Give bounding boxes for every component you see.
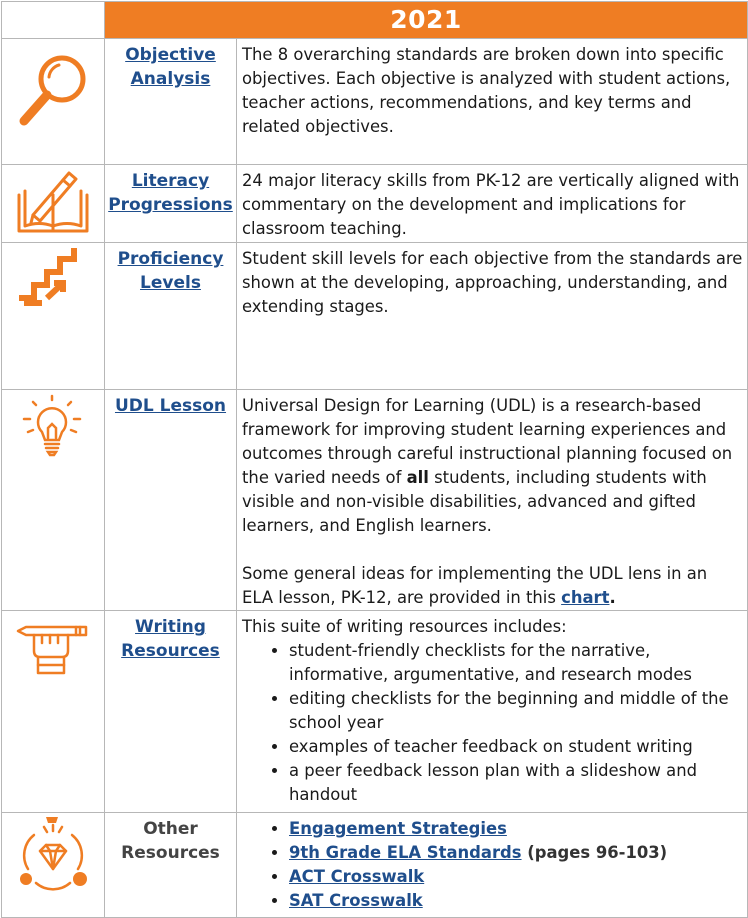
writing-resources-list — [242, 639, 743, 807]
stairs-arrow-icon — [2, 243, 105, 390]
list-item: • student-friendly checklists for the narrative, informative, argumentative, and research modes — [289, 639, 743, 687]
header-row — [2, 2, 748, 39]
literacy-progressions-name-cell — [105, 165, 237, 243]
lightbulb-icon — [2, 390, 105, 611]
pages-note: (pages 96-103) — [521, 843, 668, 862]
literacy-progressions-description: 24 major literacy skills from PK-12 are vertically aligned with commentary on the development and implications for classroom teaching. — [237, 165, 748, 243]
list-item: • a peer feedback lesson plan with a slideshow and handout — [289, 759, 743, 807]
sat-crosswalk-link[interactable]: SAT Crosswalk — [289, 891, 423, 910]
udl-chart-link[interactable]: chart — [561, 588, 610, 607]
list-item: • editing checklists for the beginning and middle of the school year — [289, 687, 743, 735]
resources-table — [1, 1, 748, 918]
row-literacy-progressions — [2, 165, 748, 243]
row-udl-lesson — [2, 390, 748, 611]
list-item: • examples of teacher feedback on student writing — [289, 735, 743, 759]
other-resources-list — [242, 817, 743, 913]
ela-standards-link[interactable]: 9th Grade ELA Standards — [289, 843, 522, 862]
act-crosswalk-link[interactable]: ACT Crosswalk — [289, 867, 425, 886]
proficiency-levels-description: Student skill levels for each objective from the standards are shown at the developing, approaching, understanding, and extending stages. — [237, 243, 748, 390]
objective-analysis-description: The 8 overarching standards are broken down into specific objectives. Each objective is analyzed with student actions, teacher actions, recommendations, and key terms and related objectives. — [237, 39, 748, 165]
udl-lesson-name-cell — [105, 390, 237, 611]
udl-lesson-link[interactable]: UDL Lesson — [114, 396, 227, 416]
row-objective-analysis — [2, 39, 748, 165]
proficiency-levels-link[interactable]: Proficiency Levels — [117, 249, 224, 293]
row-writing-resources — [2, 611, 748, 813]
list-item — [289, 865, 743, 889]
other-resources-name-cell — [105, 813, 237, 918]
list-item — [289, 841, 743, 865]
udl-lesson-description: Universal Design for Learning (UDL) is a research-based framework for improving student learning experiences and outcomes through careful instructional planning focused on the varied needs of all students, including students with visible and non-visible disabilities, advanced and gifted learners, and English learners. Some general ideas for implementing the UDL lens in an ELA lesson, PK-12, are provided in this chart. — [237, 390, 748, 611]
hand-pencil-icon — [2, 611, 105, 813]
writing-resources-link[interactable]: Writing Resources — [121, 617, 220, 661]
engagement-strategies-link[interactable]: Engagement Strategies — [289, 819, 507, 838]
objective-analysis-name-cell — [105, 39, 237, 165]
list-item — [289, 817, 743, 841]
year-header: 2021 — [105, 2, 748, 39]
magnifying-glass-icon — [2, 39, 105, 165]
header-blank-cell — [2, 2, 105, 39]
book-pencil-icon — [2, 165, 105, 243]
row-other-resources — [2, 813, 748, 918]
list-item — [289, 889, 743, 913]
writing-resources-description: This suite of writing resources includes: • student-friendly checklists for the narrative, informative, argumentative, and research modes • editing checklists for the beginning and middle of the school year • examples of teacher feedback on student writing • a peer feedback lesson plan with a slideshow and handout — [237, 611, 748, 813]
literacy-progressions-link[interactable]: Literacy Progressions — [108, 171, 233, 215]
writing-resources-name-cell — [105, 611, 237, 813]
proficiency-levels-name-cell — [105, 243, 237, 390]
other-resources-label: Other Resources — [121, 819, 220, 863]
row-proficiency-levels — [2, 243, 748, 390]
objective-analysis-link[interactable]: Objective Analysis — [125, 45, 216, 89]
diamond-badge-icon — [2, 813, 105, 918]
other-resources-description — [237, 813, 748, 918]
